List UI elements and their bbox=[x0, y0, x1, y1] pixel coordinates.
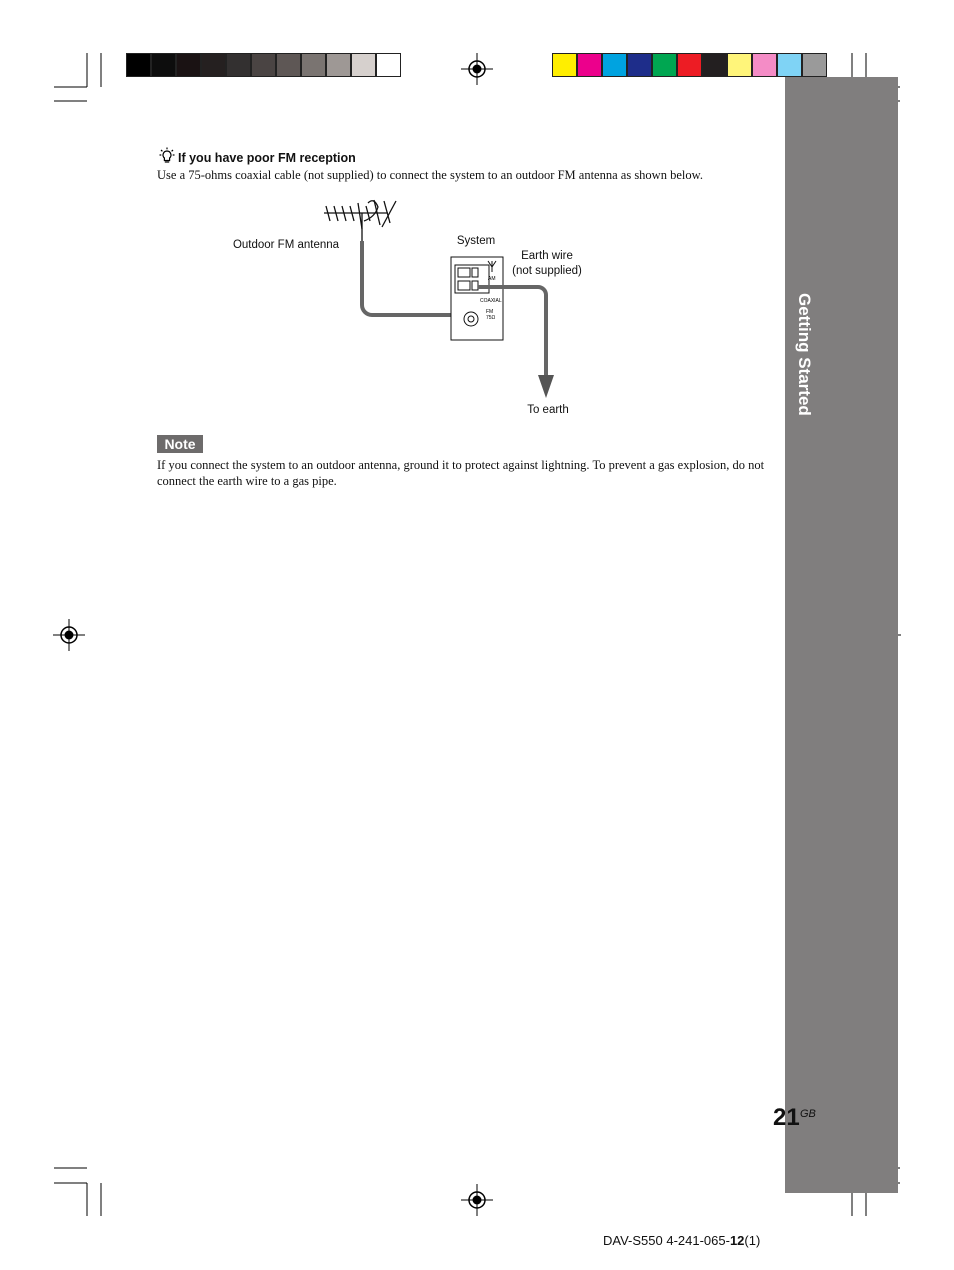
calibration-swatch bbox=[652, 53, 677, 77]
antenna-label: Outdoor FM antenna bbox=[232, 239, 340, 251]
registration-mark-icon bbox=[461, 1184, 493, 1216]
note-text: If you connect the system to an outdoor antenna, ground it to protect against lightning. To prevent a gas explosion, do not connect the earth wire to a gas pipe. bbox=[157, 458, 765, 488]
outdoor-antenna-icon bbox=[324, 200, 396, 241]
sidebar-section-title: Getting Started bbox=[795, 293, 814, 416]
calibration-swatch bbox=[201, 53, 226, 77]
antenna-connection-diagram bbox=[310, 195, 610, 410]
footer-model-bold: 12 bbox=[729, 1233, 745, 1248]
footer-model-code bbox=[603, 1233, 760, 1248]
am-terminal-label: AM bbox=[488, 276, 496, 282]
calibration-swatch bbox=[727, 53, 752, 77]
registration-mark-icon bbox=[53, 619, 85, 651]
to-earth-label: To earth bbox=[527, 404, 569, 416]
calibration-swatch bbox=[577, 53, 602, 77]
calibration-swatch bbox=[752, 53, 777, 77]
system-label: System bbox=[456, 235, 496, 247]
fm-terminal-label: FM bbox=[486, 309, 494, 315]
calibration-swatch bbox=[226, 53, 251, 77]
page-number: 21 bbox=[773, 1104, 800, 1131]
footer-model: DAV-S550 4-241-065- bbox=[603, 1233, 730, 1248]
page-number-suffix: GB bbox=[800, 1108, 816, 1120]
note-badge: Note bbox=[157, 435, 203, 453]
calibration-swatch bbox=[552, 53, 577, 77]
footer-model-suffix: (1) bbox=[744, 1233, 761, 1248]
calibration-swatch bbox=[777, 53, 802, 77]
earth-arrow-icon bbox=[538, 375, 554, 398]
calibration-swatch bbox=[627, 53, 652, 77]
coaxial-cable bbox=[362, 241, 466, 315]
calibration-swatch bbox=[276, 53, 301, 77]
calibration-swatch bbox=[351, 53, 376, 77]
calibration-swatch bbox=[326, 53, 351, 77]
tip-heading: If you have poor FM reception bbox=[178, 151, 356, 165]
calibration-swatch bbox=[176, 53, 201, 77]
calibration-swatch bbox=[376, 53, 401, 77]
calibration-swatch bbox=[702, 53, 727, 77]
sidebar-tab bbox=[785, 77, 898, 1193]
registration-mark-icon bbox=[461, 53, 493, 85]
lightbulb-icon bbox=[157, 147, 177, 165]
earth-wire-label: Earth wire (not supplied) bbox=[512, 250, 582, 277]
calibration-swatch bbox=[126, 53, 151, 77]
calibration-swatch bbox=[602, 53, 627, 77]
ohms-label: 75Ω bbox=[486, 315, 496, 321]
tip-text: Use a 75-ohms coaxial cable (not supplied) to connect the system to an outdoor FM antenna as shown below. bbox=[157, 168, 703, 182]
calibration-swatch bbox=[677, 53, 702, 77]
coaxial-label: COAXIAL bbox=[480, 298, 502, 304]
calibration-swatch bbox=[151, 53, 176, 77]
calibration-swatch bbox=[301, 53, 326, 77]
calibration-swatch bbox=[251, 53, 276, 77]
calibration-swatch bbox=[802, 53, 827, 77]
